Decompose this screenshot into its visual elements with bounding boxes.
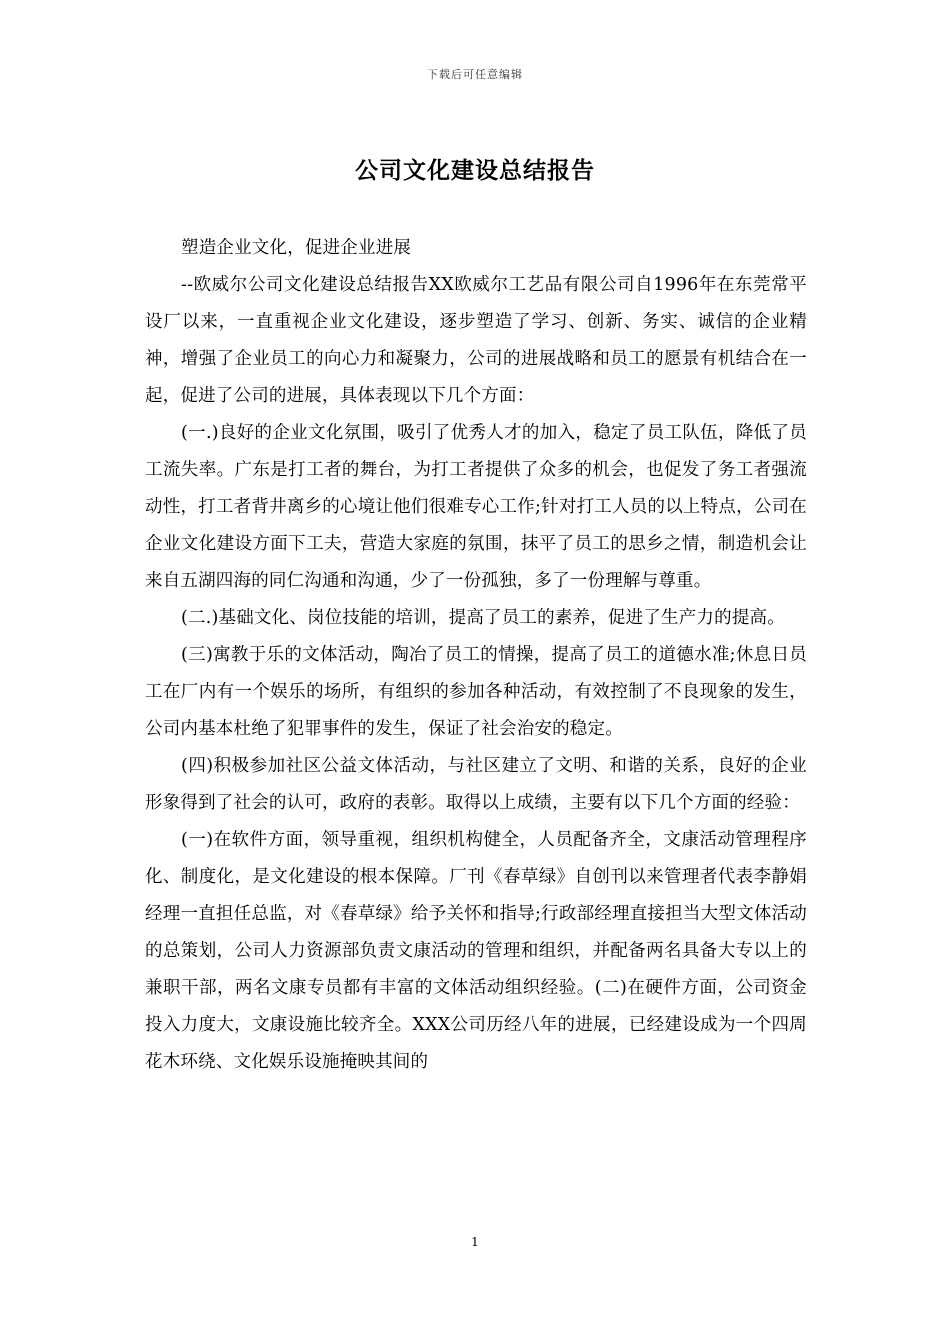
paragraph-point-4: (四)积极参加社区公益文体活动，与社区建立了文明、和谐的关系，良好的企业形象得到了社会的认可，政府的表彰。取得以上成绩，主要有以下几个方面的经验： xyxy=(145,756,807,813)
paragraph-experience-1: (一)在软件方面，领导重视，组织机构健全，人员配备齐全，文康活动管理程序化、制度化，是文化建设的根本保障。厂刊《春草绿》自创刊以来管理者代表李静娟经理一直担任总监，对《春草绿》给予关怀和指导;行政部经理直接担当大型文体活动的总策划，公司人力资源部负责文康活动的管理和组织，并配备两名具备大专以上的兼职干部，两名文康专员都有丰富的文体活动组织经验。(二)在硬件方面，公司资金投入力度大，文康设施比较齐全。XXX公司历经八年的进展，已经建设成为一个四周花木环绕、文化娱乐设施掩映其间的 xyxy=(145,830,807,1072)
page-header-note: 下载后可任意编辑 xyxy=(427,68,523,81)
page-number: 1 xyxy=(471,1235,479,1249)
paragraph-point-1: (一.)良好的企业文化氛围，吸引了优秀人才的加入，稳定了员工队伍，降低了员工流失率。广东是打工者的舞台，为打工者提供了众多的机会，也促发了务工者强流动性，打工者背井离乡的心境让他们很难专心工作;针对打工人员的以上特点，公司在企业文化建设方面下工夫，营造大家庭的氛围，抹平了员工的思乡之情，制造机会让来自五湖四海的同仁沟通和沟通，少了一份孤独，多了一份理解与尊重。 xyxy=(145,423,807,591)
paragraph-point-2: (二.)基础文化、岗位技能的培训，提高了员工的素养，促进了生产力的提高。 xyxy=(181,608,785,628)
document-title: 公司文化建设总结报告 xyxy=(355,157,595,184)
paragraph-point-3: (三)寓教于乐的文体活动，陶冶了员工的情操，提高了员工的道德水准;休息日员工在厂内有一个娱乐的场所，有组织的参加各种活动，有效控制了不良现象的发生，公司内基本杜绝了犯罪事件的发生，保证了社会治安的稳定。 xyxy=(145,645,807,739)
paragraph-intro: --欧威尔公司文化建设总结报告XX欧威尔工艺品有限公司自1996年在东莞常平设厂以来，一直重视企业文化建设，逐步塑造了学习、创新、务实、诚信的企业精神，增强了企业员工的向心力和凝聚力，公司的进展战略和员工的愿景有机结合在一起，促进了公司的进展，具体表现以下几个方面： xyxy=(145,275,807,406)
paragraph-subtitle: 塑造企业文化，促进企业进展 xyxy=(181,238,412,258)
document-body xyxy=(145,230,807,1081)
